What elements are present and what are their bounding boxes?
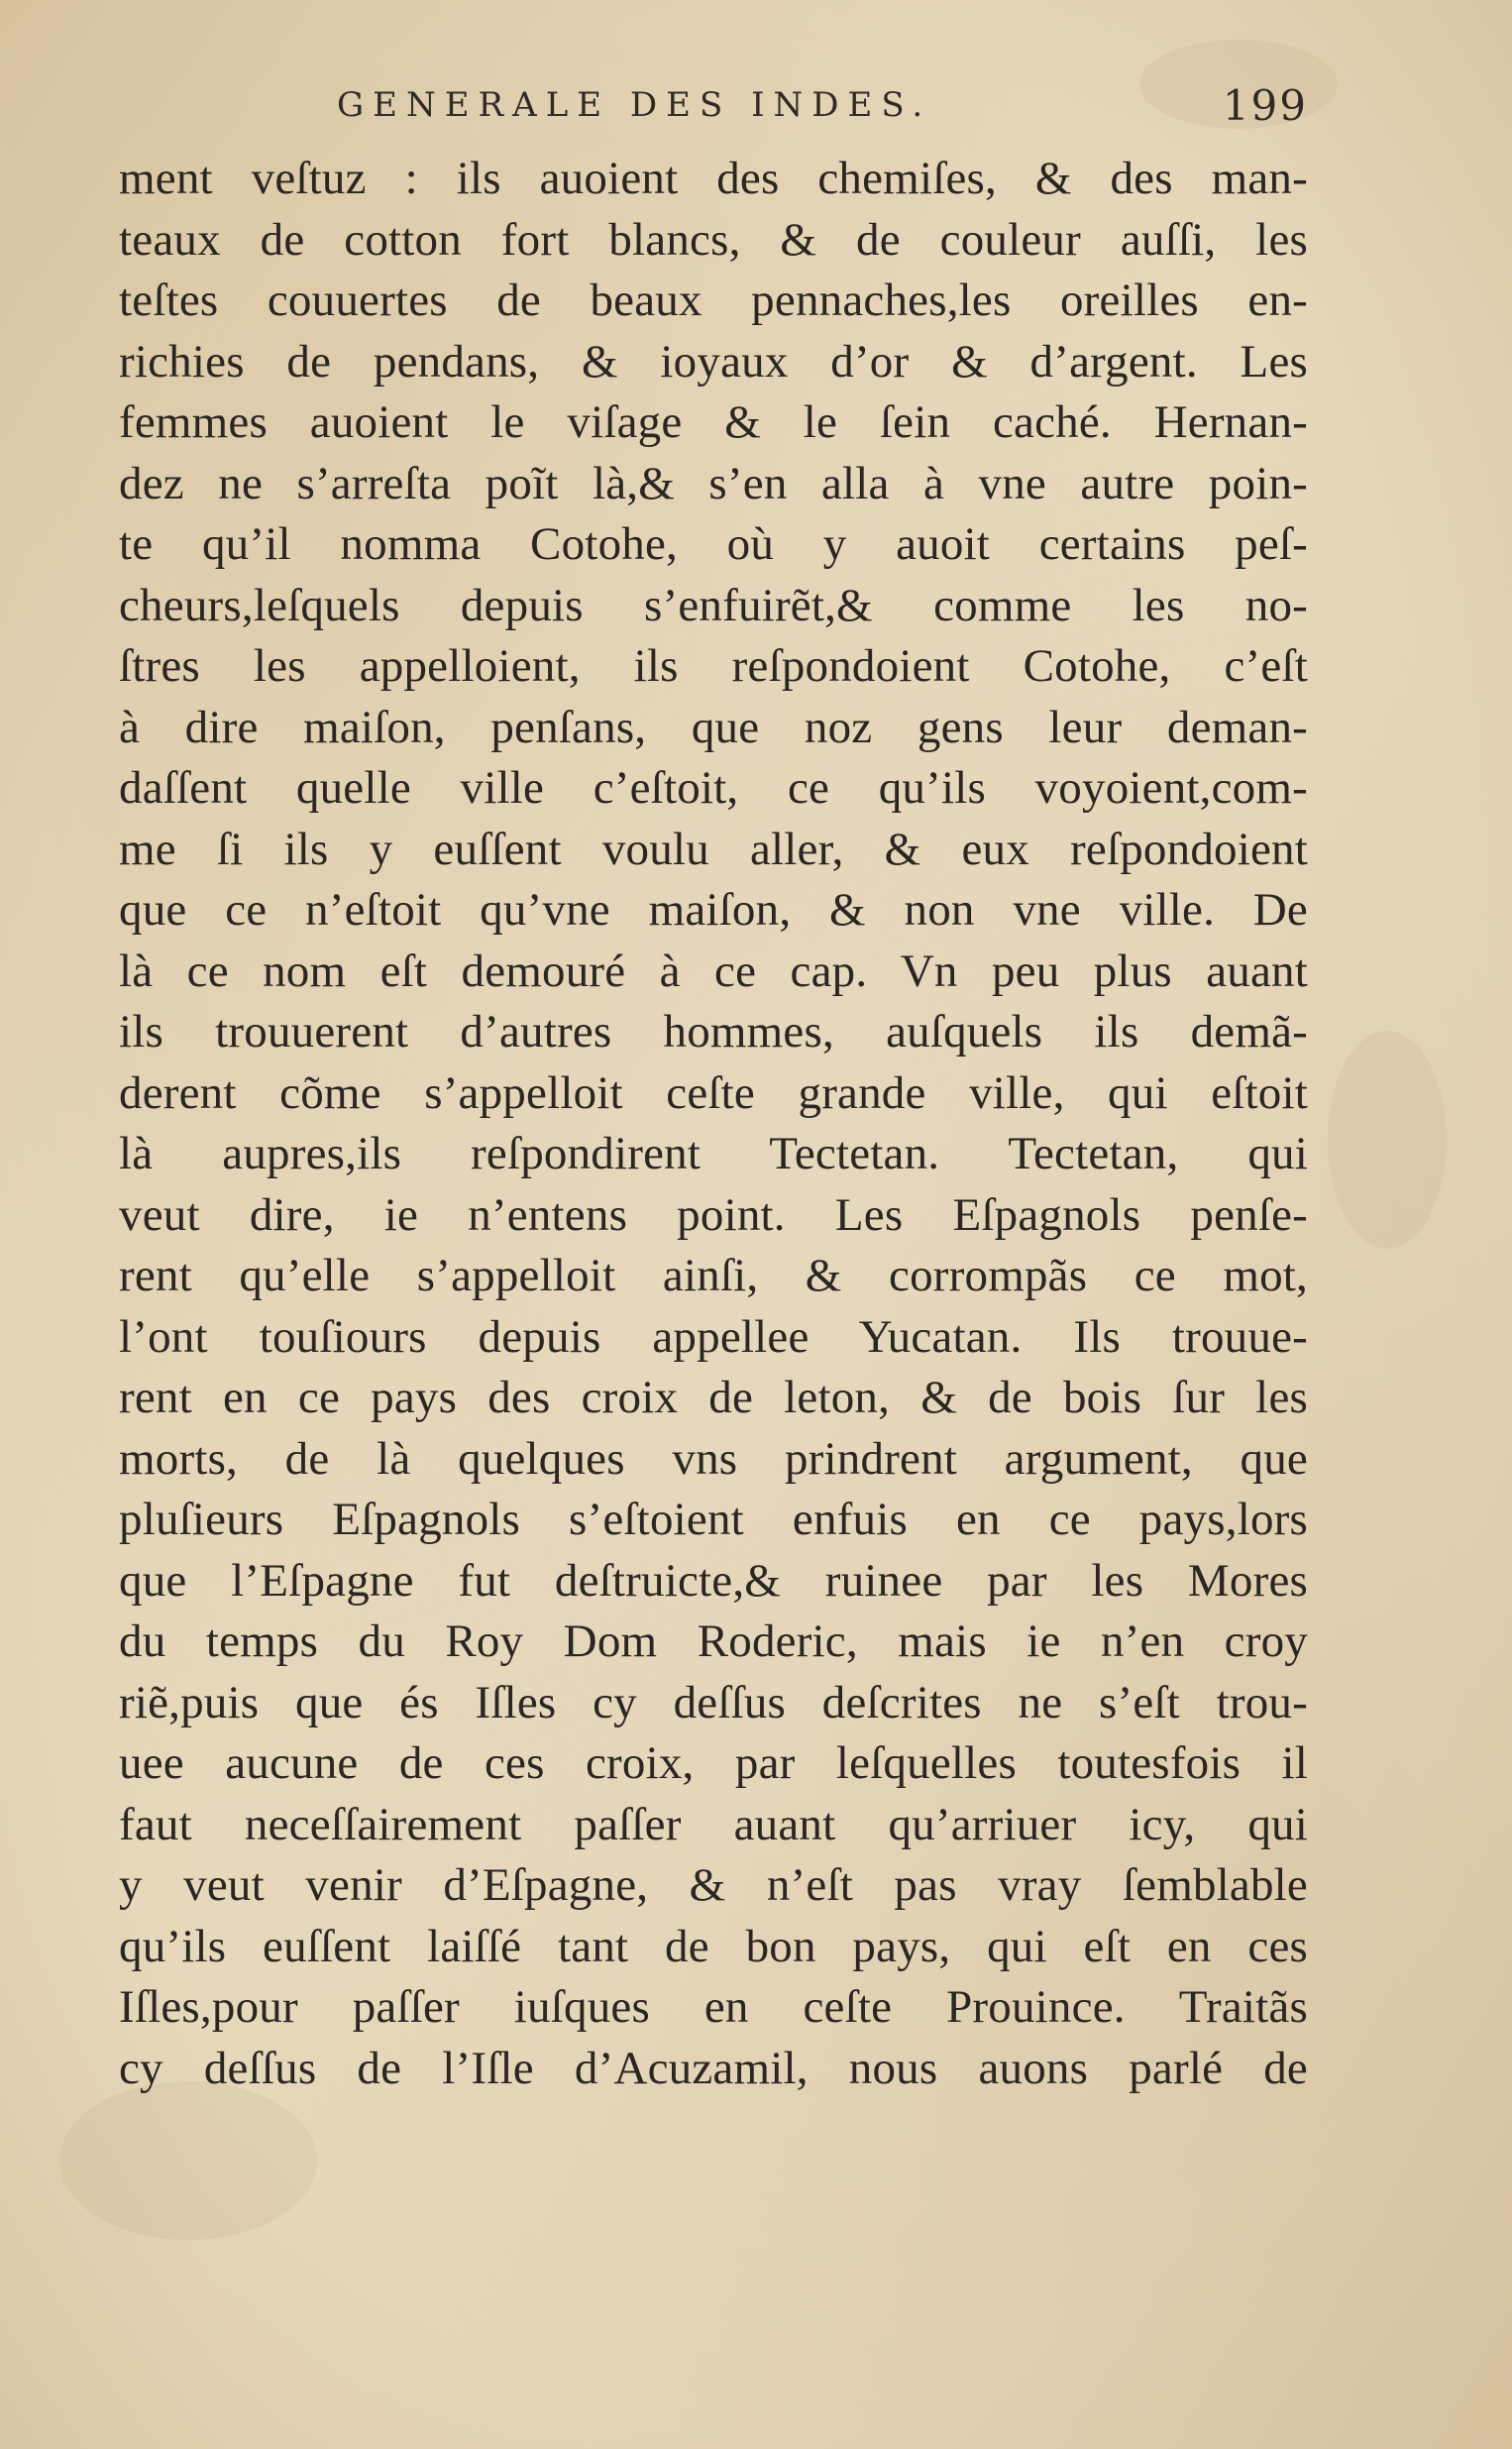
text-line: teſtes couuertes de beaux pennaches,les oreilles en- xyxy=(119,275,1308,326)
text-line: là ce nom eſt demouré à ce cap. Vn peu plus auant xyxy=(119,945,1308,997)
text-line: ſtres les appelloient, ils reſpondoient Cotohe, c’eſt xyxy=(119,640,1308,692)
paper-stain xyxy=(59,2081,317,2240)
text-line: Iſles,pour paſſer iuſques en ceſte Prouince. Traitãs xyxy=(119,1981,1308,2033)
text-line: y veut venir d’Eſpagne, & n’eſt pas vray ſemblable xyxy=(119,1859,1308,1911)
page-header xyxy=(119,81,1308,145)
text-line: faut neceſſairement paſſer auant qu’arriuer icy, qui xyxy=(119,1798,1308,1850)
text-line: cheurs,leſquels depuis s’enfuirẽt,& comme les no- xyxy=(119,579,1308,631)
text-line: te qu’il nomma Cotohe, où y auoit certains peſ- xyxy=(119,518,1308,570)
text-line: ils trouuerent d’autres hommes, auſquels ils demã- xyxy=(119,1006,1308,1058)
text-line: teaux de cotton fort blancs, & de couleur auſſi, les xyxy=(119,213,1308,266)
text-line: richies de pendans, & ioyaux d’or & d’argent. Les xyxy=(119,335,1308,388)
text-line: dez ne s’arreſta poĩt là,& s’en alla à vne autre poin- xyxy=(119,457,1308,509)
text-line: rent qu’elle s’appelloit ainſi, & corrompãs ce mot, xyxy=(119,1250,1308,1301)
paper-stain xyxy=(1328,1031,1447,1249)
text-line: cy deſſus de l’Iſle d’Acuzamil, nous auons parlé de xyxy=(119,2042,1308,2094)
text-line: morts, de là quelques vns prindrent argument, que xyxy=(119,1432,1308,1485)
running-head: GENERALE DES INDES. xyxy=(337,85,932,125)
text-line: veut dire, ie n’entens point. Les Eſpagnols penſe- xyxy=(119,1188,1308,1241)
text-line: pluſieurs Eſpagnols s’eſtoient enfuis en ce pays,lors xyxy=(119,1494,1308,1545)
text-line: que ce n’eſtoit qu’vne maiſon, & non vne ville. De xyxy=(119,884,1308,936)
page-number: 199 xyxy=(1222,81,1308,130)
text-line: derent cõme s’appelloit ceſte grande ville, qui eſtoit xyxy=(119,1066,1308,1119)
text-line: daſſent quelle ville c’eſtoit, ce qu’ils voyoient,com- xyxy=(119,762,1308,814)
text-line: l’ont touſiours depuis appellee Yucatan. Ils trouue- xyxy=(119,1310,1308,1363)
body-text xyxy=(119,149,1308,2099)
text-line: femmes auoient le viſage & le ſein caché. Hernan- xyxy=(119,396,1308,448)
text-line: rent en ce pays des croix de leton, & de bois ſur les xyxy=(119,1372,1308,1423)
text-line: que l’Eſpagne fut deſtruicte,& ruinee par les Mores xyxy=(119,1554,1308,1607)
text-line: à dire maiſon, penſans, que noz gens leur deman- xyxy=(119,701,1308,753)
text-line: qu’ils euſſent laiſſé tant de bon pays, qui eſt en ces xyxy=(119,1920,1308,1972)
text-line: uee aucune de ces croix, par leſquelles toutesfois il xyxy=(119,1737,1308,1789)
text-line: ment veſtuz : ils auoient des chemiſes, & des man- xyxy=(119,153,1308,204)
text-line: me ſi ils y euſſent voulu aller, & eux reſpondoient xyxy=(119,823,1308,875)
text-line: riẽ,puis que és Iſles cy deſſus deſcrites ne s’eſt trou- xyxy=(119,1676,1308,1728)
text-line: du temps du Roy Dom Roderic, mais ie n’en croy xyxy=(119,1615,1308,1667)
text-line: là aupres,ils reſpondirent Tectetan. Tectetan, qui xyxy=(119,1128,1308,1179)
